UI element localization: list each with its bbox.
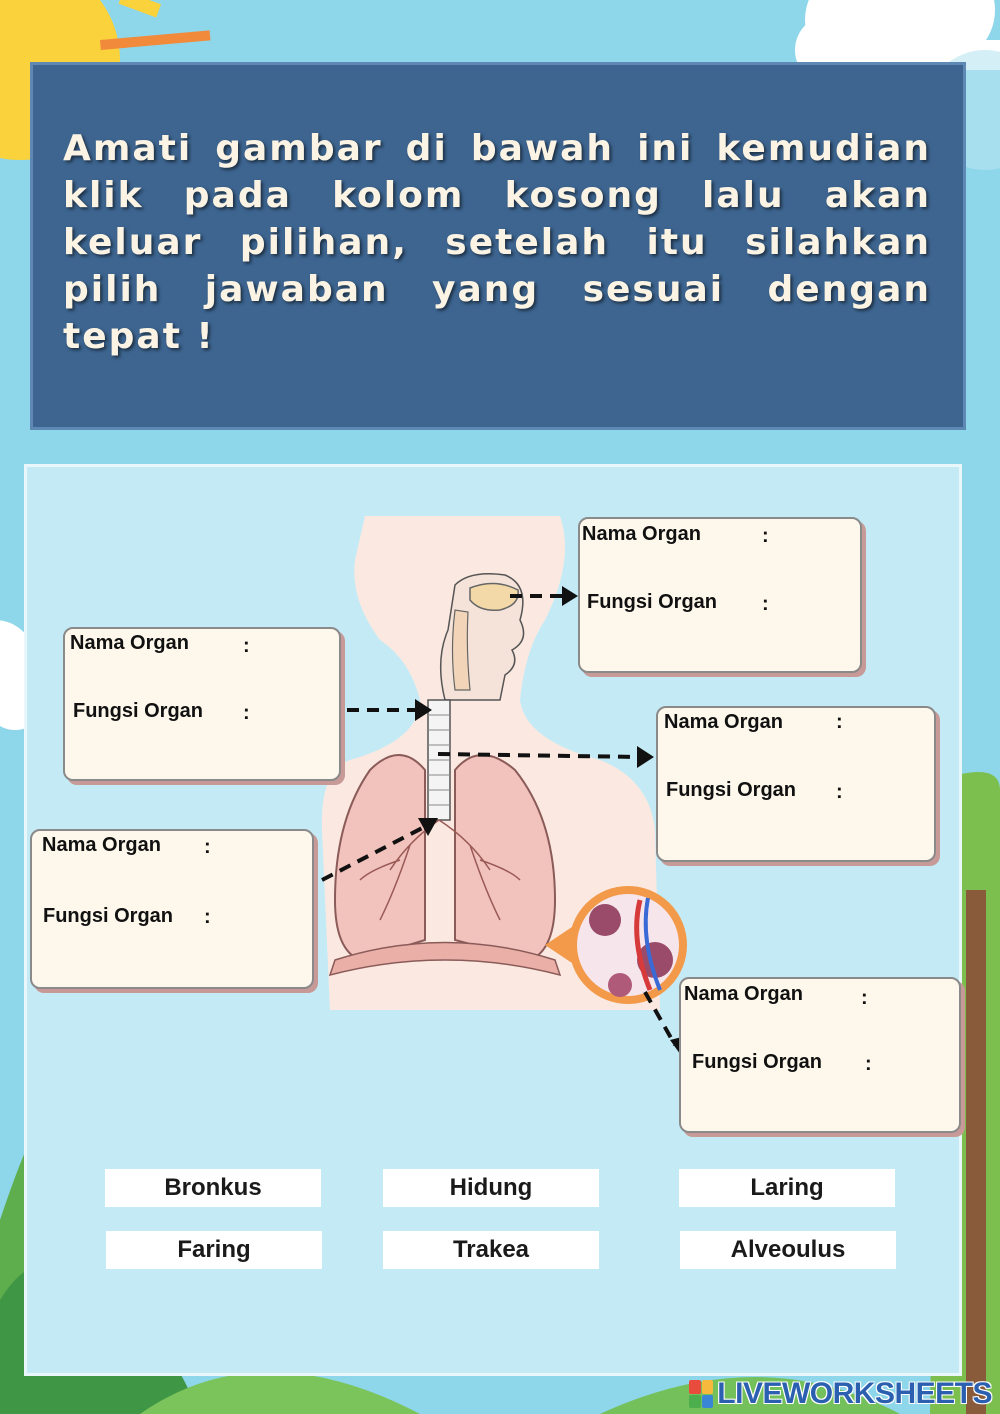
organ-function-colon: :	[865, 1053, 872, 1075]
organ-function-colon: :	[836, 781, 843, 803]
pharynx	[453, 610, 471, 690]
answer-choice-hidung[interactable]: Hidung	[383, 1169, 599, 1207]
organ-name-label: Nama Organ	[582, 523, 701, 545]
organ-box-nose[interactable]	[578, 517, 862, 673]
organ-name-colon: :	[762, 525, 769, 547]
organ-box-alveoli[interactable]	[679, 977, 961, 1133]
organ-name-colon: :	[204, 836, 211, 858]
organ-function-colon: :	[762, 593, 769, 615]
organ-name-colon: :	[861, 987, 868, 1009]
organ-name-label: Nama Organ	[664, 711, 783, 733]
brand-logo-icon	[689, 1380, 713, 1408]
answer-choice-alveoulus[interactable]: Alveoulus	[680, 1231, 896, 1269]
answer-choice-trakea[interactable]: Trakea	[383, 1231, 599, 1269]
organ-name-label: Nama Organ	[70, 632, 189, 654]
organ-function-label: Fungsi Organ	[692, 1051, 822, 1073]
organ-function-label: Fungsi Organ	[587, 591, 717, 613]
organ-box-trachea[interactable]	[656, 706, 936, 862]
organ-function-label: Fungsi Organ	[43, 905, 173, 927]
answer-choice-laring[interactable]: Laring	[679, 1169, 895, 1207]
brand-text: LIVEWORKSHEETS	[717, 1377, 992, 1410]
organ-name-colon: :	[836, 711, 843, 733]
instruction-text: Amati gambar di bawah ini kemudian klik pada kolom kosong lalu akan keluar pilihan, setelah itu silahkan pilih jawaban yang sesuai dengan tepat !	[63, 128, 931, 357]
answer-choice-bronkus[interactable]: Bronkus	[105, 1169, 321, 1207]
organ-box-bronchus[interactable]	[30, 829, 314, 989]
organ-function-colon: :	[243, 702, 250, 724]
organ-name-label: Nama Organ	[42, 834, 161, 856]
organ-function-label: Fungsi Organ	[666, 779, 796, 801]
answer-choice-faring[interactable]: Faring	[106, 1231, 322, 1269]
organ-function-colon: :	[204, 906, 211, 928]
brand-watermark	[689, 1376, 992, 1412]
organ-name-colon: :	[243, 635, 250, 657]
organ-function-label: Fungsi Organ	[73, 700, 203, 722]
organ-box-pharynx[interactable]	[63, 627, 341, 781]
organ-name-label: Nama Organ	[684, 983, 803, 1005]
